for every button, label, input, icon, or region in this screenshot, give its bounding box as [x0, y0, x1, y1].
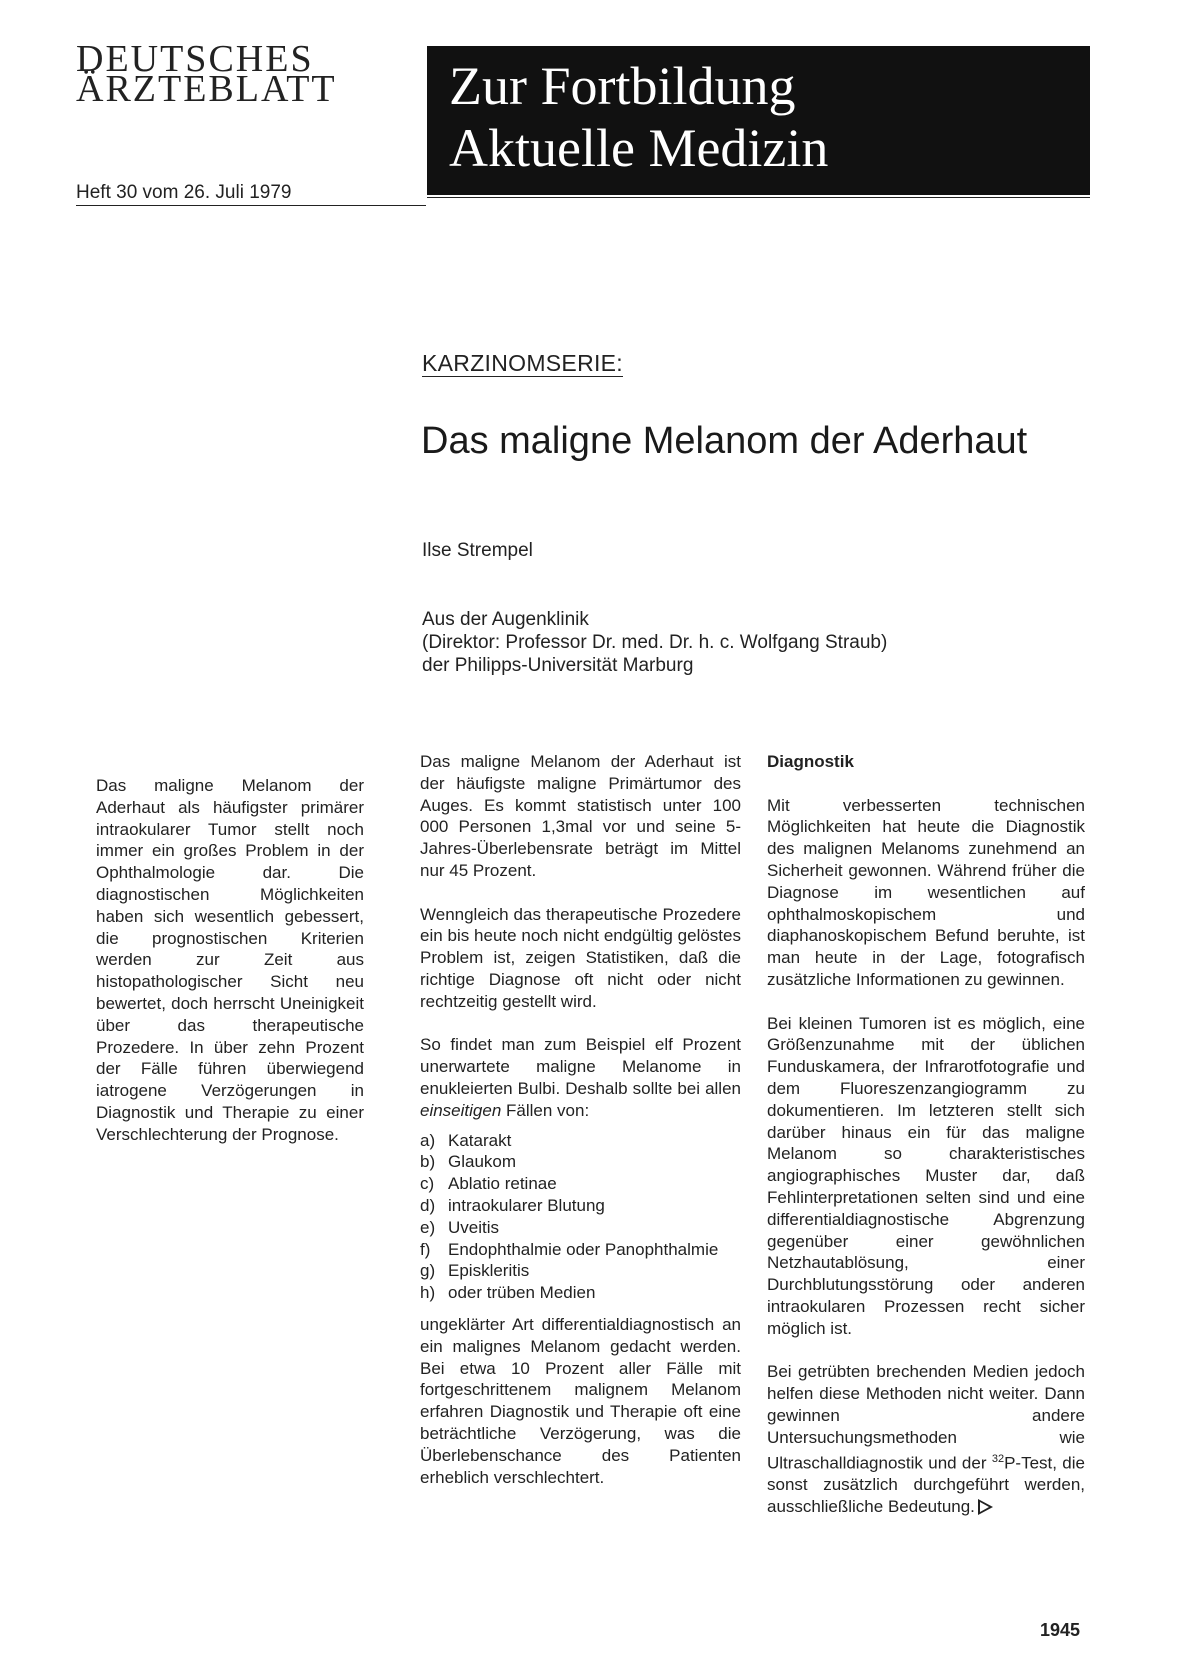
list-label: a)	[420, 1130, 436, 1150]
list-item	[420, 1195, 741, 1217]
list-text: Endophthalmie oder Panophthalmie	[448, 1239, 719, 1259]
list-item	[420, 1217, 741, 1239]
list-text: Uveitis	[448, 1217, 500, 1237]
body-column-2	[420, 751, 741, 1510]
banner-line-2: Aktuelle Medizin	[449, 118, 829, 178]
list-label: d)	[420, 1195, 436, 1215]
list-item	[420, 1173, 741, 1195]
paragraph: Bei kleinen Tumoren ist es möglich, eine Größenzunahme mit der üblichen Funduskamera, der Infrarotfotografie und dem Fluoreszenzangiogramm zu dokumentieren. Im letzteren stellt sich darüber hinaus ein für das maligne Melanom so charakteristisches angiographisches Muster dar, daß Fehlinterpretationen selten sind und eine differentialdiagnostische Abgrenzung gegenüber einer gewöhnlichen Netzhautablösung, einer Durchblutungsstörung oder anderen intraokularen Prozessen recht sicher möglich ist.	[767, 1013, 1085, 1338]
article-title: Das maligne Melanom der Aderhaut	[421, 420, 1028, 462]
list-label: b)	[420, 1152, 436, 1172]
list-text: Glaukom	[448, 1152, 517, 1172]
paragraph: Das maligne Melanom der Aderhaut ist der häufigste maligne Primärtumor des Auges. Es kommt statistisch unter 100 000 Personen 1,3mal vor und seine 5-Jahres-Überlebensrate beträgt im Mittel nur 45 Prozent.	[420, 752, 741, 880]
masthead-logo	[76, 38, 396, 110]
banner-line-1: Zur Fortbildung	[449, 56, 796, 116]
affiliation-line: (Direktor: Professor Dr. med. Dr. h. c. Wolfgang Straub)	[422, 632, 888, 653]
list-label: h)	[420, 1283, 436, 1303]
differential-list	[420, 1130, 741, 1304]
list-label: e)	[420, 1217, 436, 1237]
abstract-text: Das maligne Melanom der Aderhaut als häufigster primärer intraokularer Tumor stellt noch immer ein großes Problem in der Ophthalmologie dar. Die diagnostischen Möglichkeiten haben sich wesentlich gebessert, die prognostischen Kriterien werden zur Zeit aus histopathologischer Sicht neu bewertet, doch herrscht Uneinigkeit über das therapeutische Prozedere. In über zehn Prozent der Fälle führen überwiegend iatrogene Verzögerungen in Diagnostik und Therapie zu einer Verschlechterung der Prognose.	[96, 776, 364, 1144]
list-text: Episkleritis	[448, 1261, 530, 1281]
masthead-line-1: DEUTSCHES	[76, 38, 314, 80]
list-label: g)	[420, 1261, 436, 1281]
header-rule	[427, 197, 1090, 198]
list-item	[420, 1151, 741, 1173]
continuation-arrow-icon	[978, 1499, 993, 1515]
list-item	[420, 1282, 741, 1304]
text-run: Fällen von:	[501, 1100, 590, 1120]
section-banner	[427, 46, 1090, 195]
text-run: So findet man zum Beispiel elf Prozent unerwartete maligne Melanome in enukleierten Bulbi. Deshalb sollte bei allen	[420, 1035, 741, 1098]
emphasis: einseitigen	[420, 1100, 502, 1120]
paragraph	[767, 1361, 1085, 1517]
series-label: KARZINOMSERIE:	[422, 350, 624, 376]
list-text: intraokularer Blutung	[448, 1195, 605, 1215]
affiliation	[422, 608, 887, 677]
paragraph: Wenngleich das therapeutische Prozedere ein bis heute noch nicht endgültig gelöstes Problem ist, zeigen Statistiken, daß die richtige Diagnose oft nicht oder nicht rechtzeitig gestellt wird.	[420, 904, 741, 1011]
list-text: Ablatio retinae	[448, 1174, 557, 1194]
superscript: 32	[991, 1452, 1005, 1465]
paragraph: ungeklärter Art differentialdiagnostisch an ein malignes Melanom gedacht werden. Bei etwa 10 Prozent aller Fälle mit fortgeschrittenem malignem Melanom erfahren Diagnostik und Therapie oft eine beträchtliche Verzögerung, was die Überlebenschance des Patienten erheblich verschlechtert.	[420, 1314, 741, 1487]
section-heading: Diagnostik	[767, 752, 854, 771]
affiliation-line: der Philipps-Universität Marburg	[422, 655, 694, 676]
list-item	[420, 1260, 741, 1282]
list-text: Katarakt	[448, 1130, 512, 1150]
issue-info: Heft 30 vom 26. Juli 1979	[76, 182, 426, 206]
paragraph	[420, 1034, 741, 1121]
text-run: Bei getrübten brechenden Medien jedoch helfen diese Methoden nicht weiter. Dann gewinnen andere Untersuchungsmethoden wie Ultraschalldiagnostik und der	[767, 1362, 1085, 1473]
masthead-line-2: ÄRZTEBLATT	[76, 68, 337, 110]
body-column-3	[767, 751, 1085, 1539]
page-number: 1945	[1040, 1620, 1081, 1640]
text-run: P-Test, die sonst zusätzlich durchgeführt werden, ausschließliche Bedeutung.	[767, 1453, 1085, 1516]
abstract-column	[96, 775, 364, 1167]
list-text: oder trüben Medien	[448, 1283, 596, 1303]
list-label: c)	[420, 1174, 435, 1194]
affiliation-line: Aus der Augenklinik	[422, 609, 589, 630]
author: Ilse Strempel	[422, 540, 533, 561]
list-item	[420, 1239, 741, 1261]
list-item	[420, 1130, 741, 1152]
paragraph: Mit verbesserten technischen Möglichkeiten hat heute die Diagnostik des malignen Melanoms zunehmend an Sicherheit gewonnen. Während früher die Diagnose im wesentlichen auf ophthalmoskopischem und diaphanoskopischem Befund beruhte, ist man heute in der Lage, fotografisch zusätzliche Informationen zu gewinnen.	[767, 795, 1085, 989]
list-label: f)	[420, 1239, 431, 1259]
